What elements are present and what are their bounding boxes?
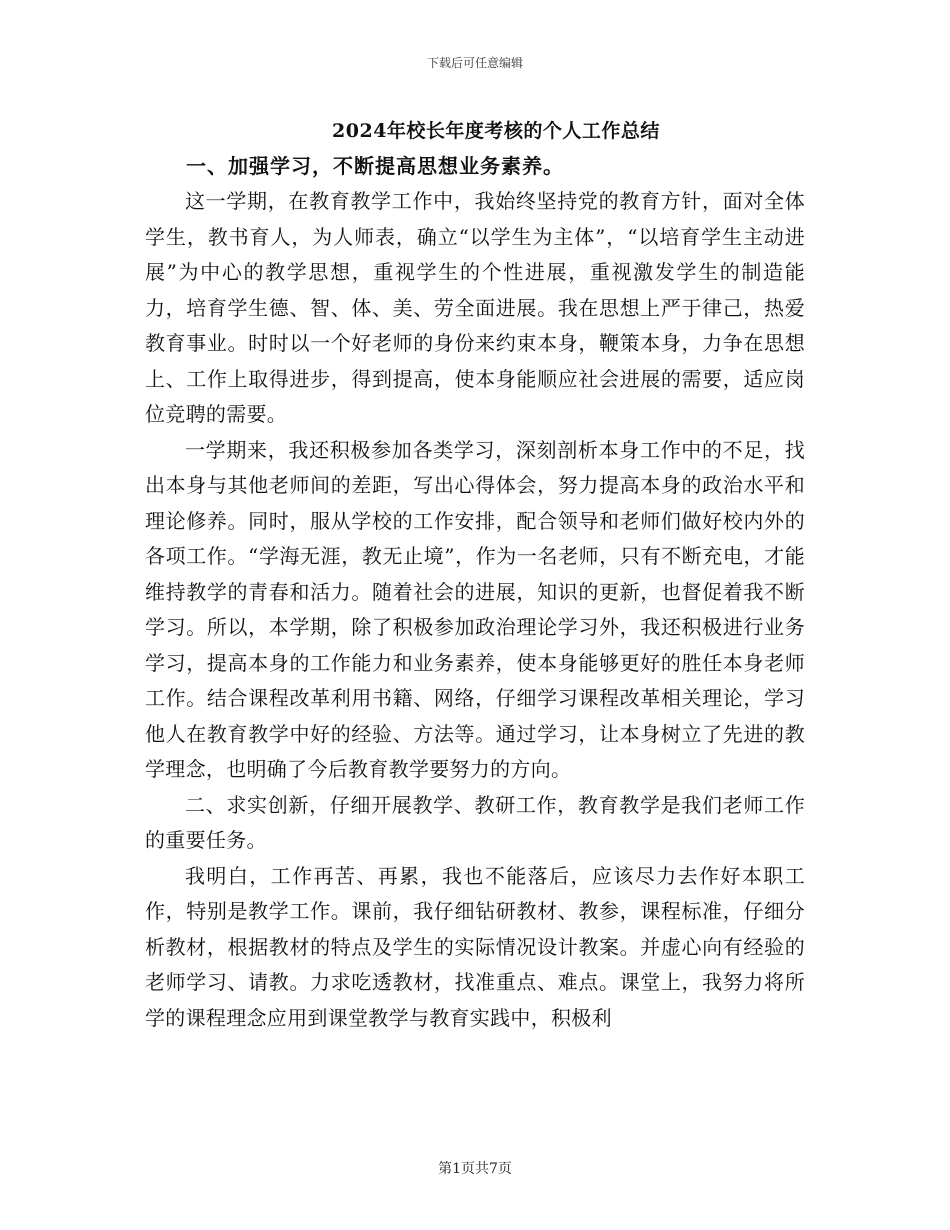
document-body <box>145 184 805 1036</box>
page-number: 第1页共7页 <box>438 1161 512 1177</box>
section-heading: 一、加强学习，不断提高思想业务素养。 <box>186 154 564 178</box>
paragraph: 一学期来，我还积极参加各类学习，深刻剖析本身工作中的不足，找出本身与其他老师间的差距，写出心得体会，努力提高本身的政治水平和理论修养。同时，服从学校的工作安排，配合领导和老师们做好校内外的各项工作。“学海无涯，教无止境”，作为一名老师，只有不断充电，才能维持教学的青春和活力。随着社会的进展，知识的更新，也督促着我不断学习。所以，本学期，除了积极参加政治理论学习外，我还积极进行业务学习，提高本身的工作能力和业务素养，使本身能够更好的胜任本身老师工作。结合课程改革利用书籍、网络，仔细学习课程改革相关理论，学习他人在教育教学中好的经验、方法等。通过学习，让本身树立了先进的教学理念，也明确了今后教育教学要努力的方向。 <box>145 437 805 781</box>
header-note: 下载后可任意编辑 <box>426 56 523 70</box>
document-title: 2024年校长年度考核的个人工作总结 <box>332 120 660 142</box>
paragraph: 这一学期，在教育教学工作中，我始终坚持党的教育方针，面对全体学生，教书育人，为人师表，确立“以学生为主体”，“以培育学生主动进展”为中心的教学思想，重视学生的个性进展，重视激发学生的制造能力，培育学生德、智、体、美、劳全面进展。我在思想上严于律己，热爱教育事业。时时以一个好老师的身份来约束本身，鞭策本身，力争在思想上、工作上取得进步，得到提高，使本身能顺应社会进展的需要，适应岗位竞聘的需要。 <box>145 189 805 426</box>
paragraph: 我明白，工作再苦、再累，我也不能落后，应该尽力去作好本职工作，特别是教学工作。课前，我仔细钻研教材、教参，课程标准，仔细分析教材，根据教材的特点及学生的实际情况设计教案。并虚心向有经验的老师学习、请教。力求吃透教材，找准重点、难点。课堂上，我努力将所学的课程理念应用到课堂教学与教育实践中，积极利 <box>145 863 805 1030</box>
paragraph: 二、求实创新，仔细开展教学、教研工作，教育教学是我们老师工作的重要任务。 <box>145 792 805 852</box>
